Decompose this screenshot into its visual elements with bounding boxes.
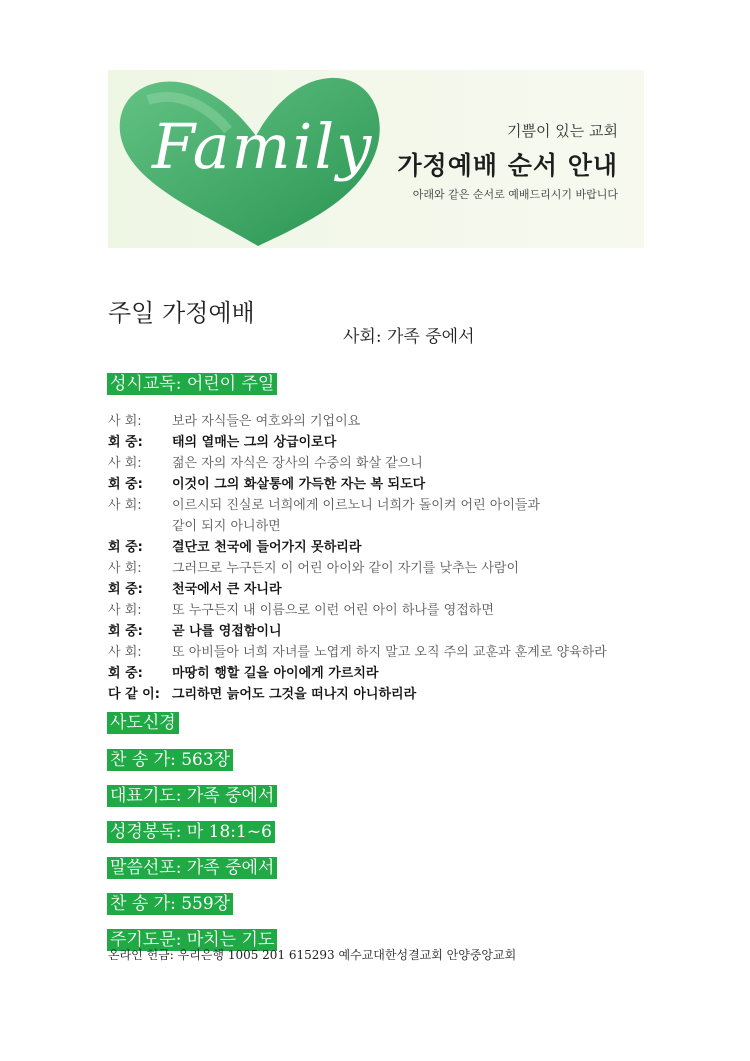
church-subtitle: 기쁨이 있는 교회 xyxy=(507,122,618,140)
reading-line xyxy=(108,600,668,621)
reading-speaker: 회 중: xyxy=(108,582,143,597)
service-leader: 사회: 가족 중에서 xyxy=(343,327,475,347)
reading-line xyxy=(108,642,668,663)
order-creed: 사도신경 xyxy=(107,712,179,734)
reading-speaker: 다 같 이: xyxy=(108,687,160,702)
reading-speaker: 사 회: xyxy=(108,603,142,618)
responsive-reading xyxy=(108,411,668,705)
reading-line xyxy=(108,663,668,684)
reading-speaker: 사 회: xyxy=(108,498,142,513)
banner-title: 가정예배 순서 안내 xyxy=(397,151,618,180)
reading-line xyxy=(108,474,668,495)
reading-line xyxy=(108,537,668,558)
reading-line xyxy=(108,411,668,432)
reading-text: 결단코 천국에 들어가지 못하리라 xyxy=(172,540,362,555)
reading-heading: 성시교독: 어린이 주일 xyxy=(107,373,277,395)
reading-line xyxy=(108,684,668,705)
offering-info: 온라인 헌금: 우리은행 1005 201 615293 예수교대한성결교회 안양중앙교회 xyxy=(108,948,517,962)
reading-text: 이르시되 진실로 너희에게 이르노니 너희가 돌이켜 어린 아이들과 xyxy=(172,498,540,513)
reading-speaker: 사 회: xyxy=(108,645,142,660)
reading-speaker: 사 회: xyxy=(108,561,142,576)
reading-text: 보라 자식들은 여호와의 기업이요 xyxy=(172,414,361,429)
reading-line xyxy=(108,579,668,600)
service-title: 주일 가정예배 xyxy=(108,299,255,327)
reading-line xyxy=(108,516,668,537)
reading-line xyxy=(108,453,668,474)
header-banner xyxy=(108,70,644,248)
reading-speaker: 회 중: xyxy=(108,435,143,450)
order-sermon: 말씀선포: 가족 중에서 xyxy=(107,857,277,879)
reading-speaker: 회 중: xyxy=(108,540,143,555)
order-lords-prayer: 주기도문: 마치는 기도 xyxy=(107,929,277,951)
reading-speaker: 회 중: xyxy=(108,624,143,639)
reading-text: 태의 열매는 그의 상급이로다 xyxy=(172,435,337,450)
reading-line xyxy=(108,432,668,453)
reading-speaker: 사 회: xyxy=(108,456,142,471)
order-prayer: 대표기도: 가족 중에서 xyxy=(107,785,277,807)
reading-text: 이것이 그의 화살통에 가득한 자는 복 되도다 xyxy=(172,477,426,492)
logo-word: Family xyxy=(152,110,374,183)
reading-line xyxy=(108,621,668,642)
reading-text: 젊은 자의 자식은 장사의 수중의 화살 같으니 xyxy=(172,456,423,471)
reading-speaker: 회 중: xyxy=(108,666,143,681)
reading-text: 같이 되지 아니하면 xyxy=(172,519,281,534)
reading-text: 또 아비들아 너희 자녀를 노엽게 하지 말고 오직 주의 교훈과 훈계로 양육하라 xyxy=(172,645,607,660)
reading-text: 곧 나를 영접함이니 xyxy=(172,624,282,639)
reading-text: 그리하면 늙어도 그것을 떠나지 아니하리라 xyxy=(172,687,417,702)
reading-text: 또 누구든지 내 이름으로 이런 어린 아이 하나를 영접하면 xyxy=(172,603,494,618)
banner-tagline: 아래와 같은 순서로 예배드리시기 바랍니다 xyxy=(412,188,618,201)
reading-text: 그러므로 누구든지 이 어린 아이와 같이 자기를 낮추는 사람이 xyxy=(172,561,520,576)
reading-text: 천국에서 큰 자니라 xyxy=(172,582,282,597)
reading-line xyxy=(108,495,668,516)
order-hymn-2: 찬 송 가: 559장 xyxy=(107,893,233,915)
reading-speaker: 사 회: xyxy=(108,414,142,429)
order-scripture: 성경봉독: 마 18:1~6 xyxy=(107,821,275,843)
reading-speaker: 회 중: xyxy=(108,477,143,492)
reading-line xyxy=(108,558,668,579)
order-hymn-1: 찬 송 가: 563장 xyxy=(107,749,233,771)
reading-text: 마땅히 행할 길을 아이에게 가르치라 xyxy=(172,666,379,681)
